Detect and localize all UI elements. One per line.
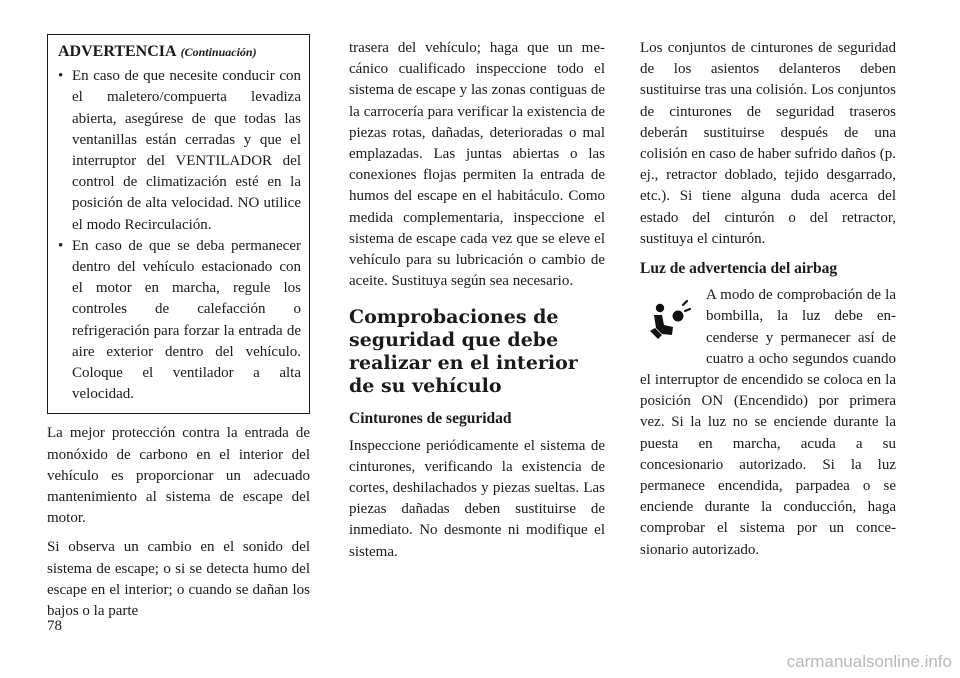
paragraph: A modo de comprobación de la bombilla, la luz debe encenderse y permanecer así de cuatro a ocho segundos cuando el interruptor de encendido se coloca en la posición ON (Encendido) por primera vez. Si la luz no se enciende durante la puesta en marcha, acuda a su concesionario autorizado. Si la luz permanece encendida, parpadea o se enciende durante la conducción, haga comprobar el sistema por un concesionario autorizado.	[640, 287, 896, 558]
warning-list	[58, 66, 301, 405]
watermark: carmanualsonline.info	[786, 652, 952, 671]
airbag-block	[640, 285, 896, 561]
column-3	[640, 38, 896, 569]
paragraph: trasera del vehículo; haga que un mecánico cualificado inspeccione todo el sistema de escape y las zonas contiguas de la carrocería para verificar la existencia de piezas rotas, dañadas, deterioradas o mal emplazadas. Las juntas abiertas o las conexiones flojas permiten la entrada de humos del escape en el habitáculo. Como medida complementaria, inspeccione el sistema de escape cada vez que se eleve el vehículo para su lubricación o cambio de aceite. Sustituya según sea necesario.	[349, 40, 605, 290]
paragraph: Inspeccione periódicamente el sistema de cinturones, verificando la existencia de cortes, deshilachados y piezas sueltas. Las piezas dañadas deben sustituirse de inmediato. No desmonte ni modifique el sistema.	[349, 437, 605, 560]
section-heading: Comprobaciones de seguridad que debe realizar en el interior de su vehículo	[349, 306, 578, 398]
warning-continuation: (Continuación)	[180, 45, 257, 59]
warning-title-text: ADVERTENCIA	[58, 43, 177, 60]
airbag-warning-icon	[640, 285, 698, 369]
subsection-heading: Luz de advertencia del airbag	[640, 260, 838, 278]
column-2	[349, 38, 605, 571]
warning-item: • En caso de que se deba permanecer dentro del vehículo estacionado con el motor en marcha, regule los controles de calefacción o refrigeración para forzar la entrada de aire exterior dentro del vehículo. Coloque el ventilador a alta velocidad.	[58, 236, 301, 406]
subsection-heading: Cinturones de seguridad	[349, 410, 512, 428]
paragraph: Los conjuntos de cinturones de seguridad de los asientos delanteros deben sustituirse tras una colisión. Los conjuntos de cinturones de seguridad traseros deberán sustituirse después de una colisión en caso de haber sufrido daños (p. ej., retractor doblado, tejido desgarrado, etc.). Si tiene alguna duda acerca del estado del cinturón o del retractor, sustituya el cinturón.	[640, 40, 896, 247]
warning-item: • En caso de que necesite conducir con el maletero/compuerta levadiza abierta, asegúrese de que todas las ventanillas están cerradas y que el interruptor del VENTILADOR del control de climatización esté en la posición de alta velocidad. NO utilice el modo Recirculación.	[58, 66, 301, 236]
page-number: 78	[47, 618, 62, 634]
warning-title	[58, 41, 301, 63]
paragraph: Si observa un cambio en el sonido del sistema de escape; o si se detecta humo del escape en el interior; o cuando se dañan los bajos o la parte	[47, 539, 310, 620]
warning-box	[47, 34, 310, 414]
paragraph: La mejor protección contra la entrada de monóxido de carbono en el interior del vehículo es proporcionar un adecuado mantenimiento al sistema de escape del motor.	[47, 425, 310, 527]
column-1	[47, 34, 310, 630]
